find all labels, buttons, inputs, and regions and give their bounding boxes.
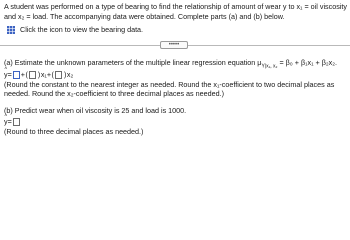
prediction-input[interactable] (13, 118, 20, 126)
problem-intro: A student was performed on a type of bearing to find the relationship of amount of wear y to x₁ = oil viscosity and x₂ = load. The accompanying data were obtained. Complete parts (a) and (b) below. (4, 2, 348, 21)
bearing-data-link-label[interactable]: Click the icon to view the bearing data. (20, 25, 144, 34)
plus-sign-2: + (46, 70, 52, 79)
x2-term: x₂ (66, 70, 74, 79)
grid-icon[interactable] (7, 26, 15, 34)
x1-term: x₁ (40, 70, 47, 79)
open-paren-1: ( (25, 70, 28, 79)
y-hat-symbol: ^ y (4, 70, 8, 79)
equals-sign-b: = (7, 117, 12, 126)
plus-sign-1: + (20, 70, 25, 79)
bearing-data-link[interactable] (7, 25, 143, 34)
equals-sign: = (7, 70, 12, 79)
open-paren-2: ( (51, 70, 54, 79)
part-b-rounding-note: (Round to three decimal places as needed.) (4, 127, 144, 136)
part-a-prompt-subscript: Y|x₁, x₂ (261, 63, 278, 70)
expand-more-button[interactable]: ••••• (160, 41, 188, 49)
regression-answer-row (4, 70, 73, 79)
constant-input[interactable] (13, 71, 20, 79)
x2-coefficient-input[interactable] (55, 71, 62, 79)
part-a-rounding-note: (Round the constant to the nearest integer as needed. Round the x₁-coefficient to two decimal places as needed. Round the x₂-coefficient to three decimal places as needed.) (4, 80, 335, 99)
x1-coefficient-input[interactable] (29, 71, 36, 79)
close-paren-1: ) (37, 70, 41, 79)
part-b-prompt: (b) Predict wear when oil viscosity is 25 and load is 1000. (4, 106, 187, 115)
prediction-answer-row (4, 117, 21, 126)
part-a-prompt-equation: = β₀ + β₁x₁ + β₂x₂. (277, 58, 338, 67)
part-a-prompt (4, 58, 338, 70)
y-hat-symbol-b: ^ y (4, 117, 8, 126)
close-paren-2: ) (63, 70, 67, 79)
part-a-prompt-text: (a) Estimate the unknown parameters of the multiple linear regression equation μ (4, 58, 262, 67)
